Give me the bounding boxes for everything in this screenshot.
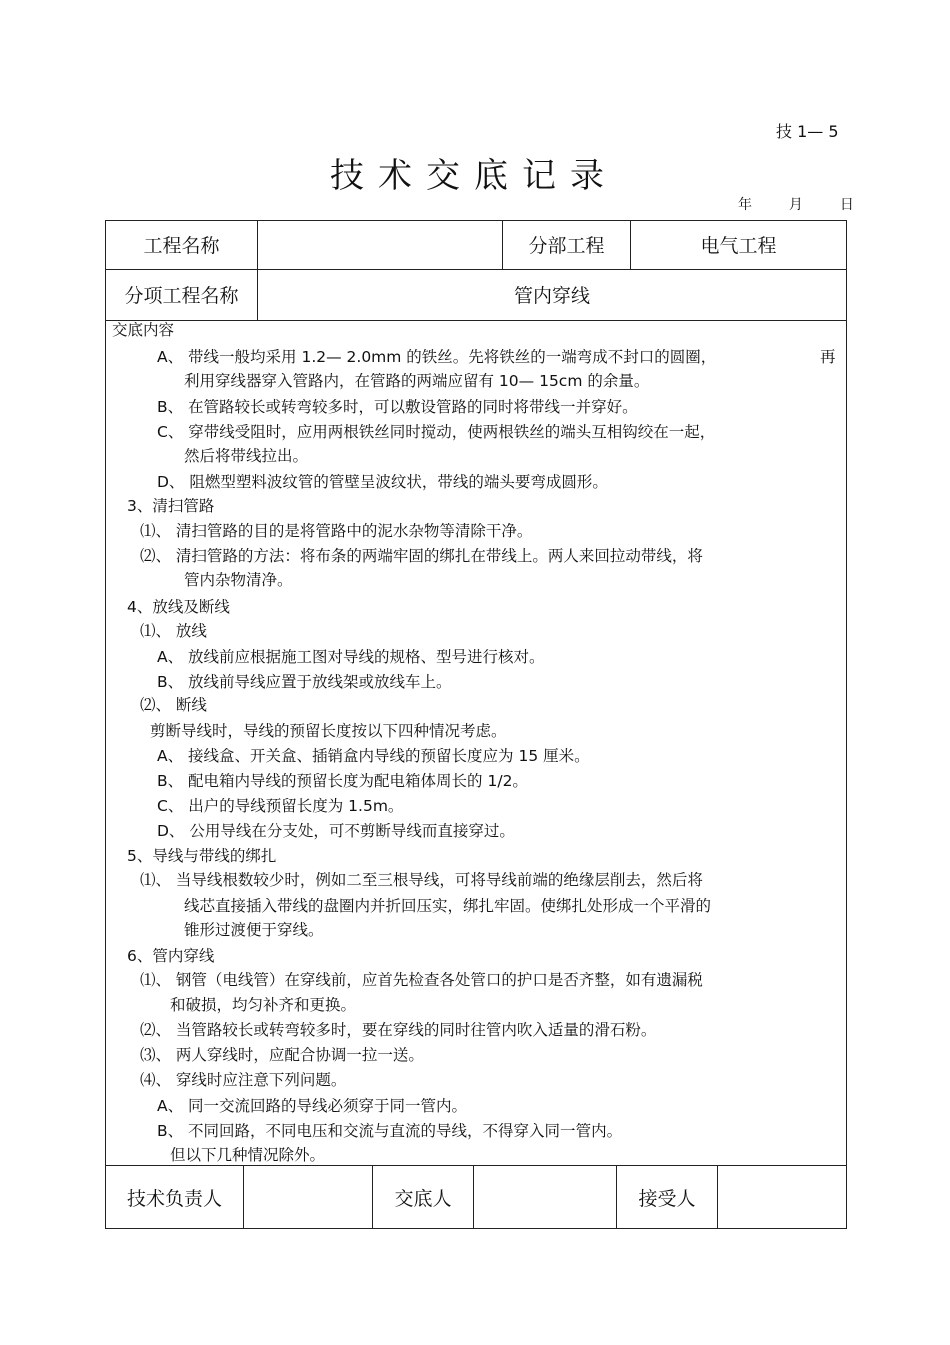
content-line-tail: 再 <box>820 348 836 366</box>
project-name-label: 工程名称 <box>143 235 220 257</box>
date-line <box>738 194 854 214</box>
content-line: ⑴、 钢管（电线管）在穿线前，应首先检查各处管口的护口是否齐整，如有遗漏税 <box>140 971 703 989</box>
date-day: 日 <box>839 197 854 213</box>
content-line: B、 放线前导线应置于放线架或放线车上。 <box>157 673 452 691</box>
content-line: ⑴、 当导线根数较少时，例如二至三根导线，可将导线前端的绝缘层削去，然后将 <box>140 871 703 889</box>
content-section-label: 交底内容 <box>112 321 175 339</box>
content-line: ⑷、 穿线时应注意下列问题。 <box>140 1071 347 1089</box>
content-line: C、 穿带线受阻时，应用两根铁丝同时搅动，使两根铁丝的端头互相钩绞在一起， <box>157 423 716 441</box>
table-border <box>846 220 847 1229</box>
content-line: 然后将带线拉出。 <box>184 447 309 465</box>
tech-lead-signature[interactable] <box>244 1166 372 1228</box>
content-line: C、 出户的导线预留长度为 1.5m。 <box>157 797 404 815</box>
content-line: A、 同一交流回路的导线必须穿于同一管内。 <box>157 1097 468 1115</box>
content-line: 6、管内穿线 <box>127 947 215 965</box>
content-line: 线芯直接插入带线的盘圈内并折回压实，绑扎牢固。使绑扎处形成一个平滑的 <box>184 897 712 915</box>
receiver-signature[interactable] <box>718 1166 846 1228</box>
content-line: 3、清扫管路 <box>127 497 215 515</box>
content-line: A、 带线一般均采用 1.2— 2.0mm 的铁丝。先将铁丝的一端弯成不封口的圆圈， <box>157 348 717 366</box>
content-line: B、 不同回路，不同电压和交流与直流的导线，不得穿入同一管内。 <box>157 1122 623 1140</box>
discloser-label: 交底人 <box>394 1187 452 1210</box>
division-value: 电气工程 <box>700 235 777 257</box>
content-line: 剪断导线时，导线的预留长度按以下四种情况考虑。 <box>150 722 507 740</box>
subitem-value: 管内穿线 <box>513 285 590 307</box>
content-line: D、 阻燃型塑料波纹管的管壁呈波纹状，带线的端头要弯成圆形。 <box>157 473 608 491</box>
content-line: 和破损，均匀补齐和更换。 <box>170 996 357 1014</box>
document-title: 技术交底记录 <box>330 156 618 196</box>
content-line: ⑴、 清扫管路的目的是将管路中的泥水杂物等清除干净。 <box>140 522 533 540</box>
content-line: 5、导线与带线的绑扎 <box>127 847 277 865</box>
content-line: 但以下几种情况除外。 <box>170 1146 326 1164</box>
content-line: A、 放线前应根据施工图对导线的规格、型号进行核对。 <box>157 648 545 666</box>
discloser-signature[interactable] <box>474 1166 616 1228</box>
form-code: 技 1— 5 <box>776 122 839 141</box>
content-line: A、 接线盒、开关盒、插销盒内导线的预留长度应为 15 厘米。 <box>157 747 590 765</box>
content-line: D、 公用导线在分支处，可不剪断导线而直接穿过。 <box>157 822 515 840</box>
content-line: ⑵、 断线 <box>140 696 207 714</box>
content-line: ⑶、 两人穿线时，应配合协调一拉一送。 <box>140 1046 424 1064</box>
content-line: 4、放线及断线 <box>127 598 230 616</box>
division-label: 分部工程 <box>528 235 605 257</box>
subitem-label: 分项工程名称 <box>124 285 239 307</box>
content-line: ⑴、 放线 <box>140 622 207 640</box>
tech-lead-label: 技术负责人 <box>126 1187 222 1210</box>
content-line: B、 在管路较长或转弯较多时，可以敷设管路的同时将带线一并穿好。 <box>157 398 638 416</box>
content-line: 管内杂物清净。 <box>184 571 293 589</box>
table-border <box>106 320 846 321</box>
table-border <box>105 220 106 1229</box>
table-border <box>106 1228 846 1229</box>
content-line: 锥形过渡便于穿线。 <box>184 921 324 939</box>
content-line: ⑵、 清扫管路的方法：将布条的两端牢固的绑扎在带线上。两人来回拉动带线，将 <box>140 547 703 565</box>
content-line: 利用穿线器穿入管路内，在管路的两端应留有 10— 15cm 的余量。 <box>184 372 650 390</box>
content-line: ⑵、 当管路较长或转弯较多时，要在穿线的同时往管内吹入适量的滑石粉。 <box>140 1021 657 1039</box>
date-year: 年 <box>738 197 752 213</box>
content-line: B、 配电箱内导线的预留长度为配电箱体周长的 1/2。 <box>157 772 528 790</box>
date-month: 月 <box>788 197 803 213</box>
receiver-label: 接受人 <box>638 1187 696 1210</box>
project-name-value[interactable] <box>258 220 502 269</box>
